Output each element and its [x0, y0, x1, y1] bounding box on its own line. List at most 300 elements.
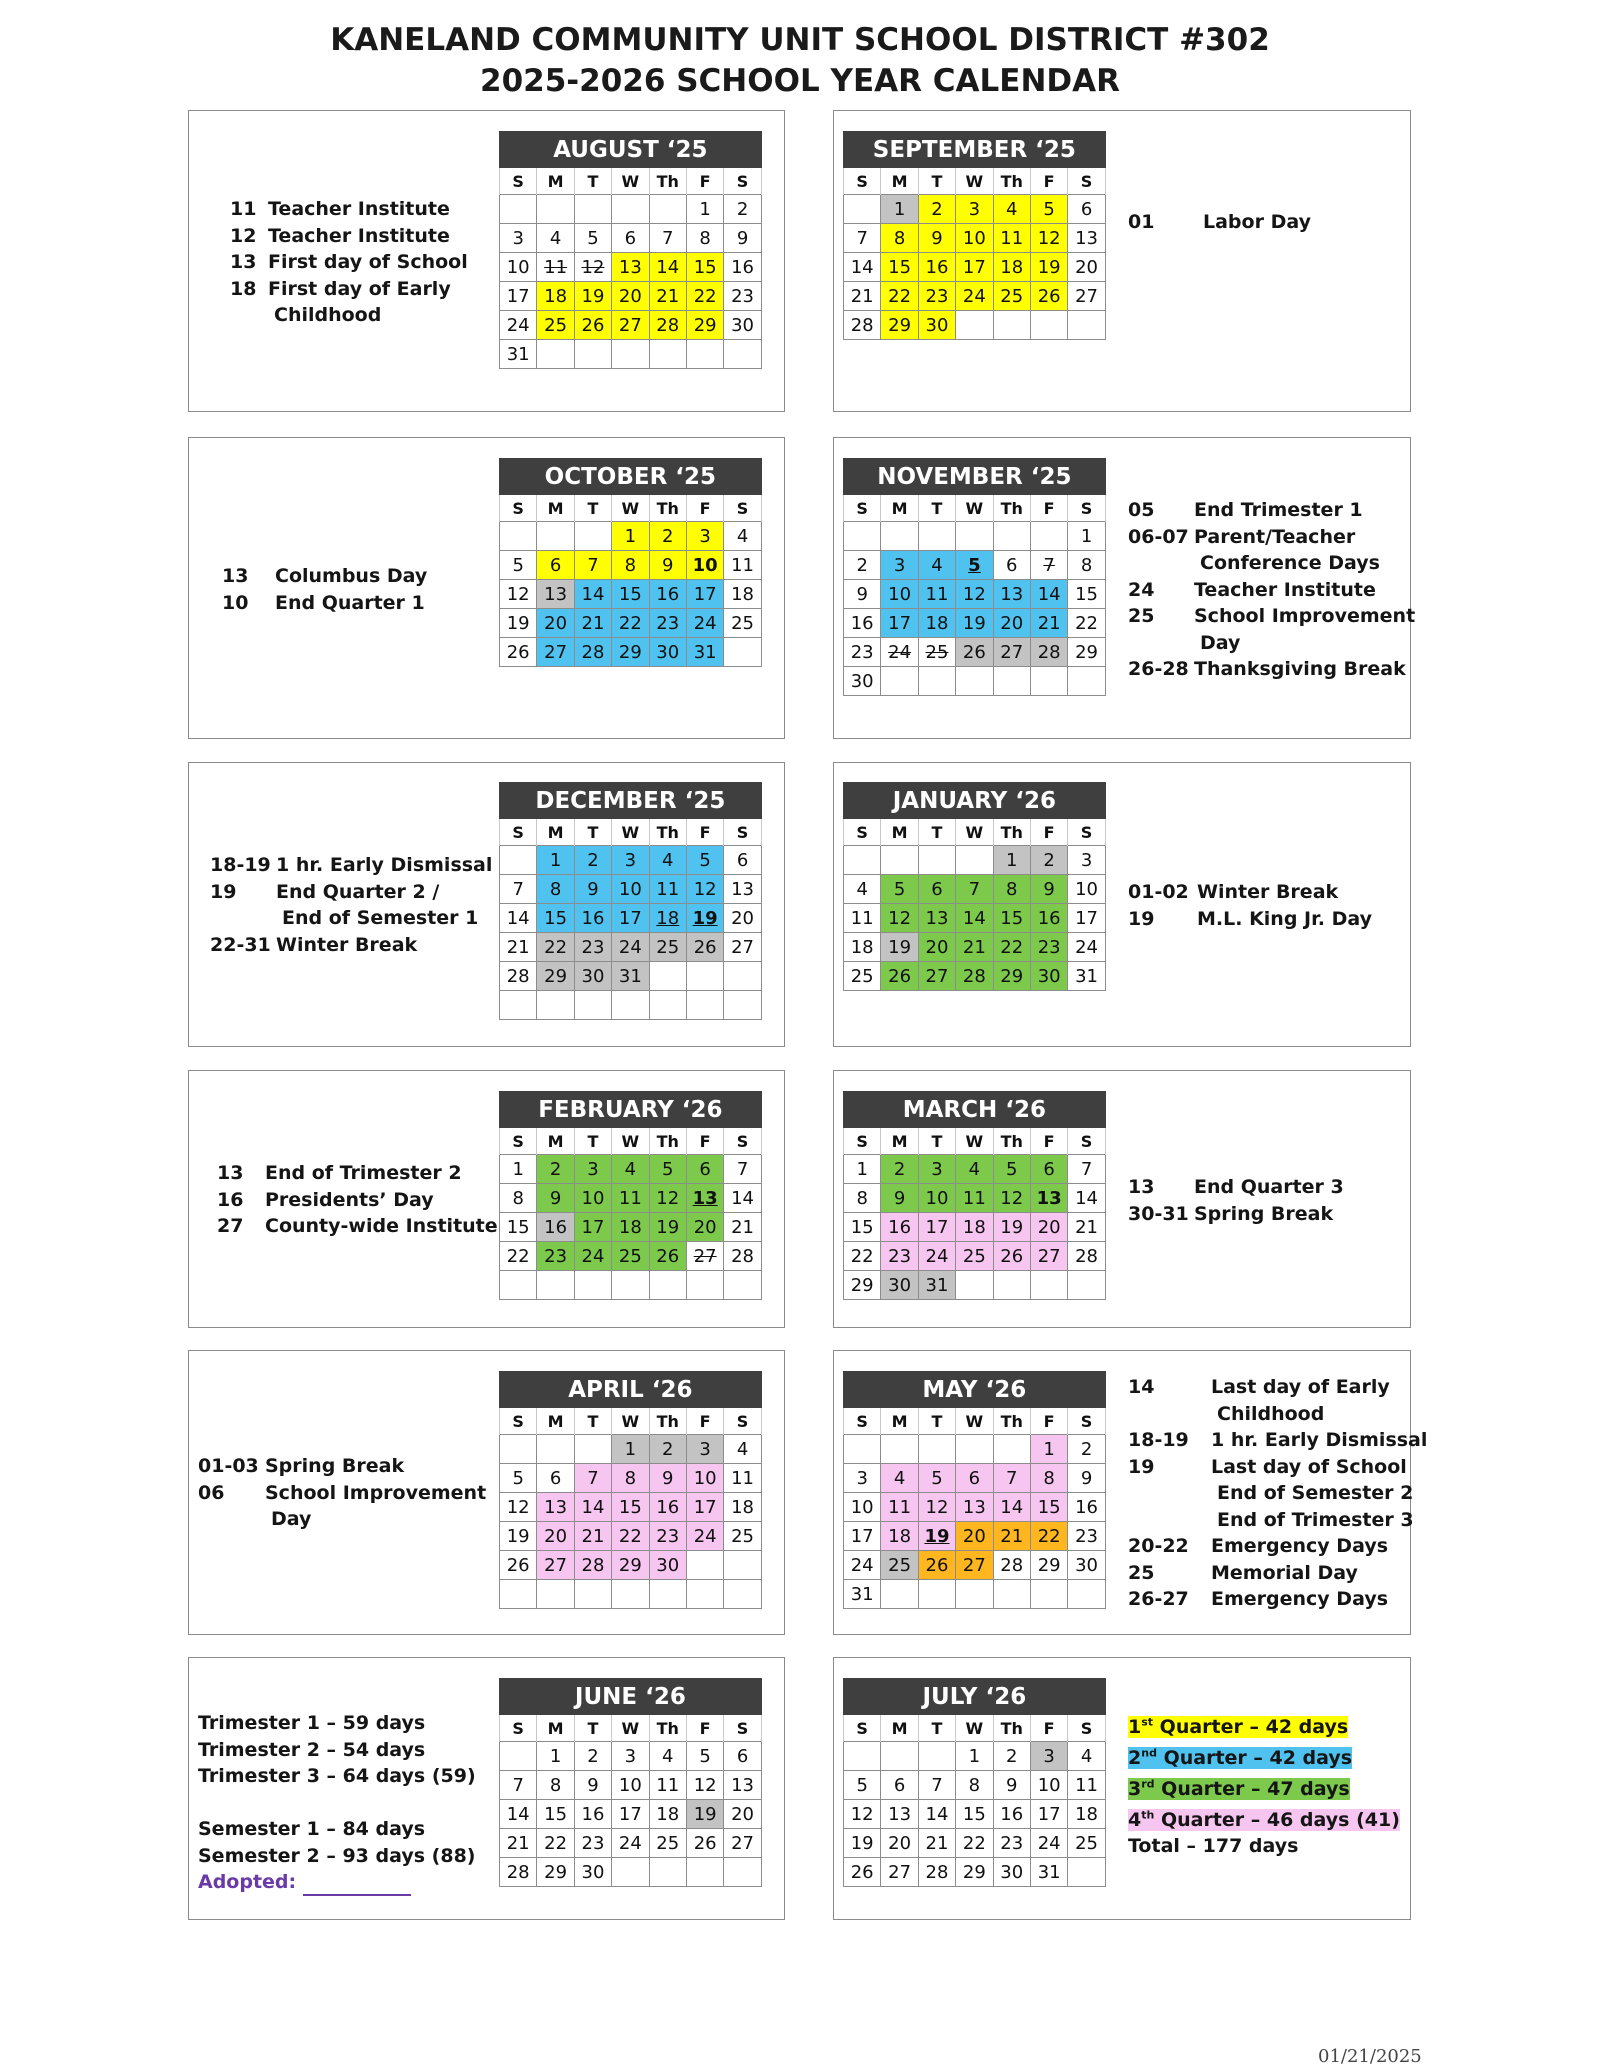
month-title-jun: JUNE ‘26: [500, 1679, 762, 1715]
event-note: [1128, 906, 1372, 933]
day-cell: 27: [881, 1858, 918, 1887]
weekday-label: W: [612, 1408, 649, 1435]
day-cell: 22: [537, 1829, 574, 1858]
day-cell: 28: [649, 311, 686, 340]
empty-cell: [724, 340, 761, 369]
day-cell: 20: [918, 933, 955, 962]
day-cell: 10: [1068, 875, 1105, 904]
weekday-label: T: [574, 1715, 611, 1742]
day-cell: 1: [537, 846, 574, 875]
day-cell: 6: [1068, 195, 1105, 224]
weekday-label: M: [537, 1408, 574, 1435]
event-description: Spring Break: [1194, 1202, 1334, 1225]
day-cell: 6: [956, 1464, 993, 1493]
day-cell: 21: [993, 1522, 1030, 1551]
day-cell: 20: [956, 1522, 993, 1551]
day-cell: 10: [918, 1184, 955, 1213]
day-cell: 14: [1030, 580, 1067, 609]
event-date: 24: [1128, 578, 1155, 601]
day-cell: 24: [574, 1242, 611, 1271]
day-cell: 21: [918, 1829, 955, 1858]
day-cell: 15: [1030, 1493, 1067, 1522]
day-cell: 24: [612, 933, 649, 962]
day-cell: 17: [686, 1493, 723, 1522]
event-note: [1128, 550, 1415, 577]
empty-cell: [1030, 1271, 1067, 1300]
day-cell: 28: [844, 311, 881, 340]
day-cell: 1: [881, 195, 918, 224]
day-cell: 20: [1030, 1213, 1067, 1242]
event-note: [1128, 577, 1415, 604]
day-cell: 4: [956, 1155, 993, 1184]
day-cell: 25: [1068, 1829, 1105, 1858]
weekday-label: Th: [649, 819, 686, 846]
day-cell: 11: [537, 253, 574, 282]
event-description: Last day of School: [1211, 1455, 1407, 1478]
day-cell: 6: [537, 1464, 574, 1493]
day-cell: 25: [649, 1829, 686, 1858]
day-cell: 15: [612, 1493, 649, 1522]
day-cell: 12: [686, 1771, 723, 1800]
day-cell: 2: [649, 522, 686, 551]
weekday-label: S: [844, 168, 881, 195]
day-cell: 9: [574, 1771, 611, 1800]
day-cell: 11: [724, 1464, 761, 1493]
day-cell: 12: [881, 904, 918, 933]
day-cell: 29: [537, 1858, 574, 1887]
event-date: 18-19: [1128, 1429, 1189, 1451]
event-description: End of Trimester 3: [1217, 1508, 1414, 1531]
day-cell: 23: [537, 1242, 574, 1271]
empty-cell: [537, 1435, 574, 1464]
day-cell: 20: [1068, 253, 1105, 282]
weekday-label: Th: [993, 495, 1030, 522]
weekday-label: S: [724, 819, 761, 846]
weekday-label: T: [574, 495, 611, 522]
month-title-feb: FEBRUARY ‘26: [500, 1092, 762, 1128]
day-cell: 19: [686, 904, 723, 933]
day-cell: 15: [844, 1213, 881, 1242]
day-cell: 3: [612, 846, 649, 875]
event-note: [230, 302, 468, 329]
weekday-label: F: [686, 1715, 723, 1742]
empty-cell: [537, 1580, 574, 1609]
empty-cell: [993, 522, 1030, 551]
day-cell: 17: [881, 609, 918, 638]
day-cell: 22: [881, 282, 918, 311]
event-date: 06-07: [1128, 525, 1189, 548]
day-cell: 15: [537, 1800, 574, 1829]
day-cell: 31: [1030, 1858, 1067, 1887]
day-cell: 22: [956, 1829, 993, 1858]
day-cell: 18: [956, 1213, 993, 1242]
event-description: End of Trimester 2: [265, 1162, 462, 1184]
day-cell: 29: [881, 311, 918, 340]
day-cell: 7: [918, 1771, 955, 1800]
event-date: 19: [1128, 907, 1155, 930]
day-cell: 26: [500, 638, 537, 667]
day-cell: 18: [993, 253, 1030, 282]
event-date: 18-19: [210, 854, 271, 876]
weekday-label: S: [724, 1128, 761, 1155]
day-cell: 4: [649, 846, 686, 875]
notes-may: [1128, 1374, 1427, 1613]
day-cell: 9: [649, 1464, 686, 1493]
total-days-count: Total – 177 days: [1128, 1835, 1299, 1858]
day-cell: 22: [1030, 1522, 1067, 1551]
day-cell: 21: [500, 1829, 537, 1858]
day-cell: 24: [844, 1551, 881, 1580]
day-cell: 14: [956, 904, 993, 933]
day-cell: 11: [956, 1184, 993, 1213]
day-cell: 27: [1068, 282, 1105, 311]
day-cell: 14: [500, 904, 537, 933]
semester-2-count: Semester 2 – 93 days (88): [198, 1844, 476, 1867]
day-cell: 14: [844, 253, 881, 282]
day-cell: 16: [844, 609, 881, 638]
day-cell: 17: [500, 282, 537, 311]
weekday-label: S: [724, 1408, 761, 1435]
weekday-label: T: [918, 1715, 955, 1742]
day-cell: 10: [612, 1771, 649, 1800]
weekday-label: S: [844, 1715, 881, 1742]
day-cell: 23: [649, 609, 686, 638]
day-cell: 1: [612, 1435, 649, 1464]
weekday-label: S: [724, 168, 761, 195]
day-cell: 22: [844, 1242, 881, 1271]
day-cell: 10: [844, 1493, 881, 1522]
day-cell: 28: [500, 962, 537, 991]
day-cell: 4: [537, 224, 574, 253]
day-cell: 5: [993, 1155, 1030, 1184]
day-cell: 1: [686, 195, 723, 224]
day-cell: 28: [918, 1858, 955, 1887]
day-cell: 9: [649, 551, 686, 580]
day-cell: 26: [918, 1551, 955, 1580]
weekday-label: T: [574, 1408, 611, 1435]
notes-dec: [210, 852, 492, 958]
day-cell: 8: [500, 1184, 537, 1213]
calendar-dec: [499, 782, 762, 1020]
day-cell: 7: [574, 1464, 611, 1493]
event-note: [1128, 1454, 1427, 1481]
day-cell: 26: [956, 638, 993, 667]
event-date: 27: [217, 1215, 244, 1237]
calendar-feb: [499, 1091, 762, 1300]
day-cell: 14: [500, 1800, 537, 1829]
day-cell: 29: [612, 1551, 649, 1580]
day-cell: 16: [993, 1800, 1030, 1829]
event-date: 01-03: [198, 1455, 259, 1477]
day-cell: 22: [612, 609, 649, 638]
empty-cell: [1068, 311, 1105, 340]
day-cell: 19: [918, 1522, 955, 1551]
weekday-label: Th: [649, 1715, 686, 1742]
empty-cell: [993, 1580, 1030, 1609]
day-cell: 31: [500, 340, 537, 369]
day-cell: 11: [649, 1771, 686, 1800]
calendar-jun: [499, 1678, 762, 1887]
month-title-dec: DECEMBER ‘25: [500, 783, 762, 819]
empty-cell: [574, 522, 611, 551]
empty-cell: [993, 1435, 1030, 1464]
day-cell: 24: [918, 1242, 955, 1271]
day-cell: 27: [1030, 1242, 1067, 1271]
event-note: [1128, 1401, 1427, 1428]
weekday-label: S: [844, 819, 881, 846]
day-cell: 5: [1030, 195, 1067, 224]
event-note: [1128, 1560, 1427, 1587]
day-cell: 19: [574, 282, 611, 311]
calendar-sep: [843, 131, 1106, 340]
empty-cell: [993, 311, 1030, 340]
day-cell: 14: [724, 1184, 761, 1213]
day-cell: 23: [993, 1829, 1030, 1858]
empty-cell: [956, 1271, 993, 1300]
day-cell: 2: [844, 551, 881, 580]
event-description: End of Semester 2: [1217, 1482, 1414, 1504]
event-date: 18: [230, 277, 257, 300]
event-note: [210, 852, 492, 879]
day-cell: 9: [844, 580, 881, 609]
day-cell: 8: [1030, 1464, 1067, 1493]
day-cell: 23: [1068, 1522, 1105, 1551]
event-description: End Quarter 1: [275, 591, 425, 614]
day-cell: 3: [1030, 1742, 1067, 1771]
event-date: 30-31: [1128, 1202, 1189, 1225]
day-cell: 29: [956, 1858, 993, 1887]
day-cell: 6: [993, 551, 1030, 580]
day-cell: 29: [993, 962, 1030, 991]
empty-cell: [956, 1435, 993, 1464]
day-cell: 19: [881, 933, 918, 962]
day-cell: 16: [881, 1213, 918, 1242]
day-cell: 1: [612, 522, 649, 551]
empty-cell: [1030, 311, 1067, 340]
day-cell: 24: [1068, 933, 1105, 962]
day-cell: 13: [993, 580, 1030, 609]
day-cell: 18: [649, 904, 686, 933]
month-title-oct: OCTOBER ‘25: [500, 459, 762, 495]
day-cell: 3: [881, 551, 918, 580]
day-cell: 6: [724, 1742, 761, 1771]
day-cell: 21: [1068, 1213, 1105, 1242]
day-cell: 23: [844, 638, 881, 667]
weekday-label: W: [612, 1715, 649, 1742]
day-cell: 19: [844, 1829, 881, 1858]
empty-cell: [956, 1580, 993, 1609]
day-cell: 28: [500, 1858, 537, 1887]
notes-feb: [217, 1160, 498, 1240]
event-note: [222, 590, 427, 617]
day-cell: 3: [500, 224, 537, 253]
day-cell: 21: [500, 933, 537, 962]
weekday-label: W: [612, 819, 649, 846]
notes-sep: [1128, 209, 1311, 236]
empty-cell: [612, 1271, 649, 1300]
day-cell: 12: [686, 875, 723, 904]
day-cell: 29: [537, 962, 574, 991]
day-cell: 22: [537, 933, 574, 962]
empty-cell: [574, 1435, 611, 1464]
day-cell: 2: [1068, 1435, 1105, 1464]
day-cell: 8: [1068, 551, 1105, 580]
weekday-label: W: [956, 1128, 993, 1155]
day-cell: 30: [574, 1858, 611, 1887]
day-cell: 25: [612, 1242, 649, 1271]
day-cell: 11: [1068, 1771, 1105, 1800]
day-cell: 30: [574, 962, 611, 991]
day-cell: 27: [724, 933, 761, 962]
calendar-mar: [843, 1091, 1106, 1300]
calendar-jul: [843, 1678, 1106, 1887]
day-cell: 26: [574, 311, 611, 340]
empty-cell: [724, 991, 761, 1020]
day-cell: 1: [537, 1742, 574, 1771]
empty-cell: [649, 1580, 686, 1609]
empty-cell: [500, 1435, 537, 1464]
empty-cell: [500, 1742, 537, 1771]
weekday-label: W: [956, 1715, 993, 1742]
weekday-label: W: [956, 819, 993, 846]
day-cell: 3: [1068, 846, 1105, 875]
empty-cell: [500, 1271, 537, 1300]
weekday-label: F: [1030, 1715, 1067, 1742]
event-description: First day of Early: [268, 277, 451, 300]
day-cell: 2: [918, 195, 955, 224]
empty-cell: [724, 638, 761, 667]
event-note: [230, 196, 468, 223]
empty-cell: [956, 522, 993, 551]
event-description: Teacher Institute: [268, 198, 450, 220]
day-cell: 4: [1068, 1742, 1105, 1771]
month-title-may: MAY ‘26: [844, 1372, 1106, 1408]
day-cell: 13: [537, 580, 574, 609]
day-cell: 20: [724, 1800, 761, 1829]
event-description: Memorial Day: [1211, 1561, 1358, 1584]
day-cell: 15: [537, 904, 574, 933]
day-cell: 5: [956, 551, 993, 580]
event-note: [1128, 209, 1311, 236]
day-cell: 12: [574, 253, 611, 282]
weekday-label: S: [500, 1128, 537, 1155]
weekday-label: S: [1068, 1128, 1105, 1155]
empty-cell: [844, 846, 881, 875]
day-cell: 8: [956, 1771, 993, 1800]
calendar-nov: [843, 458, 1106, 696]
day-cell: 30: [881, 1271, 918, 1300]
notes-mar: [1128, 1174, 1344, 1227]
weekday-label: M: [881, 495, 918, 522]
day-cell: 20: [537, 1522, 574, 1551]
day-cell: 8: [993, 875, 1030, 904]
trimester-3-count: Trimester 3 – 64 days (59): [198, 1765, 476, 1787]
day-cell: 18: [649, 1800, 686, 1829]
day-cell: 8: [537, 1771, 574, 1800]
day-cell: 17: [956, 253, 993, 282]
day-cell: 6: [1030, 1155, 1067, 1184]
event-date: 26-28: [1128, 658, 1189, 680]
empty-cell: [881, 522, 918, 551]
weekday-label: M: [881, 819, 918, 846]
day-cell: 30: [993, 1858, 1030, 1887]
day-cell: 16: [537, 1213, 574, 1242]
weekday-label: S: [724, 1715, 761, 1742]
day-cell: 6: [724, 846, 761, 875]
event-note: [1128, 879, 1372, 906]
empty-cell: [881, 846, 918, 875]
day-cell: 15: [881, 253, 918, 282]
weekday-label: T: [918, 1408, 955, 1435]
weekday-label: W: [956, 1408, 993, 1435]
day-cell: 5: [686, 1742, 723, 1771]
day-cell: 30: [649, 1551, 686, 1580]
day-cell: 27: [956, 1551, 993, 1580]
empty-cell: [918, 667, 955, 696]
day-cell: 15: [993, 904, 1030, 933]
day-cell: 18: [881, 1522, 918, 1551]
day-cell: 26: [649, 1242, 686, 1271]
event-note: [210, 879, 492, 906]
event-description: Emergency Days: [1211, 1588, 1389, 1610]
event-description: End Trimester 1: [1194, 499, 1363, 521]
empty-cell: [724, 1858, 761, 1887]
calendar-year-title: 2025-2026 SCHOOL YEAR CALENDAR: [480, 63, 1120, 99]
weekday-label: Th: [649, 1408, 686, 1435]
empty-cell: [956, 667, 993, 696]
day-cell: 20: [686, 1213, 723, 1242]
day-cell: 12: [956, 580, 993, 609]
day-cell: 7: [724, 1155, 761, 1184]
day-cell: 27: [612, 311, 649, 340]
calendar-aug: [499, 131, 762, 369]
notes-jan: [1128, 879, 1372, 932]
day-cell: 11: [724, 551, 761, 580]
day-cell: 30: [918, 311, 955, 340]
day-cell: 16: [918, 253, 955, 282]
empty-cell: [993, 667, 1030, 696]
weekday-label: M: [537, 495, 574, 522]
empty-cell: [537, 991, 574, 1020]
day-cell: 13: [724, 875, 761, 904]
day-cell: 12: [1030, 224, 1067, 253]
district-title: KANELAND COMMUNITY UNIT SCHOOL DISTRICT #302: [330, 22, 1270, 58]
event-description: Conference Days: [1200, 552, 1380, 574]
weekday-label: S: [500, 495, 537, 522]
event-description: Winter Break: [1197, 881, 1339, 903]
weekday-label: Th: [649, 168, 686, 195]
event-description: Thanksgiving Break: [1194, 658, 1406, 680]
event-note: [1128, 630, 1415, 657]
day-cell: 25: [993, 282, 1030, 311]
month-title-apr: APRIL ‘26: [500, 1372, 762, 1408]
event-date: 13: [1128, 1176, 1155, 1198]
empty-cell: [649, 962, 686, 991]
event-note: [230, 223, 468, 250]
day-cell: 7: [993, 1464, 1030, 1493]
empty-cell: [724, 962, 761, 991]
weekday-label: F: [1030, 168, 1067, 195]
empty-cell: [686, 991, 723, 1020]
day-cell: 4: [918, 551, 955, 580]
day-cell: 18: [537, 282, 574, 311]
day-cell: 23: [881, 1242, 918, 1271]
day-cell: 20: [612, 282, 649, 311]
day-cell: 21: [574, 1522, 611, 1551]
day-cell: 8: [612, 551, 649, 580]
day-cell: 31: [1068, 962, 1105, 991]
empty-cell: [686, 1551, 723, 1580]
